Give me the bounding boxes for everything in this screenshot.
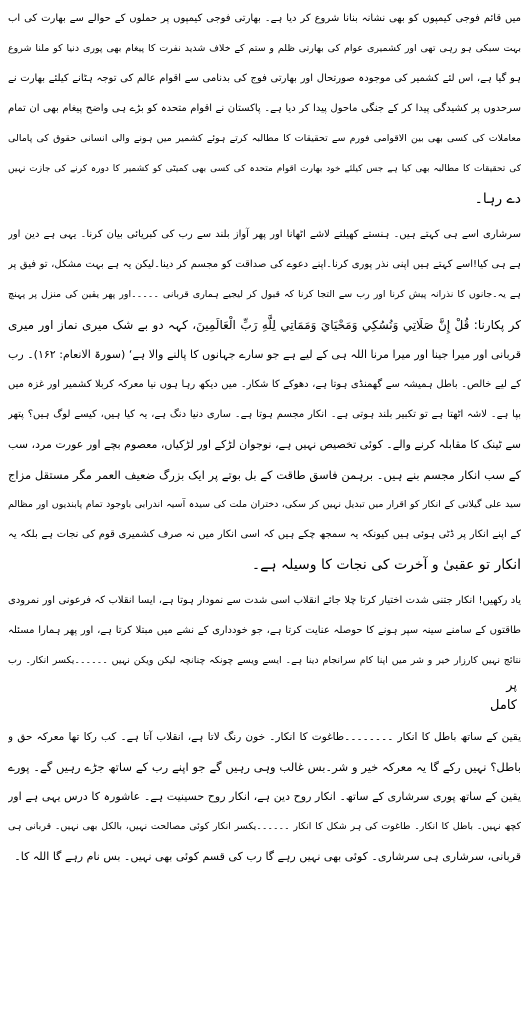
text-line: کے اپنے انکار پر ڈٹی ہوئی ہیں کیونکہ یہ سمجھ چکے ہیں کہ اسی انکار میں نہ صرف کشمیری قوم کی نجات ہے بلکہ یہ [8, 529, 521, 540]
text-line: کے لیے خالص۔ باطل ہمیشہ سے گھمنڈی ہوتا ہے، دھوکے کا شکار۔ میں دیکھ رہا ہوں نیا معرکہ کربلا کشمیر اور غزہ میں [8, 379, 521, 390]
text-line: ہو گیا ہے، اس لئے کشمیر کی موجودہ صورتحال اور بھارتی فوج کی بدنامی سے اقوام عالم کی توجہ ہٹانے کیلئے بھارت نے [8, 73, 521, 84]
text-line: دے رہا۔ [474, 191, 521, 207]
text-line: کی تحقیقات کا مطالبہ بھی کیا ہے جس کیلئے خود بھارت اقوام متحدہ کی کسی بھی کمیٹی کو کشمیر کا دورہ کرنے کی جازت نہیں [8, 164, 521, 174]
text-line: انکار تو عقبیٰ و آخرت کی نجات کا وسیلہ ہے۔ [251, 557, 521, 573]
text-line: ہے یہ۔جانوں کا نذرانہ پیش کرنا اور رب سے التجا کرنا کہ قبول کر لیجیے ہماری قربانی ۔۔۔۔۔اور پھر یقین کی منزل پر پہنچ [8, 289, 521, 300]
text-line: کچھ نہیں۔ باطل کا انکار۔ طاغوت کی ہر شکل کا انکار ۔۔۔۔۔۔یکسر انکار کوئی مصالحت نہیں، بالکل بھی نہیں۔ قربانی ہی [8, 821, 521, 832]
text-line: بہت سبکی ہو رہی تھی اور کشمیری عوام کی بھارتی ظلم و ستم کے خلاف شدید نفرت کا پیغام بھی پوری دنیا کو ملنا شروع [8, 43, 521, 54]
paragraph-3 [8, 586, 521, 716]
paragraph-4 [8, 722, 521, 872]
text-line: ہے ہی کیا!اسے کہتے ہیں اپنی نذر پوری کرنا۔اپنے دعوے کی صداقت کو مجسم کر دینا۔لیکن یہ ہے بہت مشکل، تو فیق پر [8, 259, 521, 270]
continuation-word: کامل [490, 698, 517, 713]
continuation-word: پر [506, 678, 517, 693]
text-line: طاقتوں کے سامنے سینہ سپر ہونے کا حوصلہ عنایت کرتا ہے، جو خودداری کے نشے میں مبتلا کرتا ہے، اور پھر ہمارا مسئلہ [8, 625, 521, 636]
text-line: نتائج نہیں کارزار خیر و شر میں اپنا کام سرانجام دینا ہے۔ ایسے ویسے چونکہ چنانچہ لیکن ویکن نہیں ۔۔۔۔۔۔یکسر انکار۔ رب [8, 655, 521, 666]
paragraph-2 [8, 220, 521, 580]
text-line: میں قائم فوجی کیمپوں کو بھی نشانہ بنانا شروع کر دیا ہے۔ بھارتی فوجی کیمپوں پر حملوں کے حوالے سے بھارت کی اب [8, 13, 521, 24]
paragraph-1 [8, 4, 521, 214]
text-line: باطل؟ نہیں رکے گا یہ معرکہ خیر و شر۔بس غالب وہی رہیں گے جو اپنے رب کے ساتھ جڑے رہیں گے۔ پورے [8, 760, 521, 774]
text-line: سے ٹینک کا مقابلہ کرنے والے۔ کوئی تخصیص نہیں ہے، نوجوان لڑکے اور لڑکیاں، معصوم بچے اور عورت مرد، سب [8, 438, 521, 451]
text-line: قربانی اور میرا جینا اور میرا مرنا اللہ ہی کے لیے ہے جو سارے جہانوں کا پالنے والا ہے‘ (سورۃ الانعام: ۱۶۲)۔ رب [8, 348, 521, 361]
text-line: یقین کے ساتھ باطل کا انکار ۔۔۔۔۔۔۔۔طاغوت کا انکار۔ خون رنگ لاتا ہے، انقلاب آتا ہے۔ کب رکا تھا معرکہ حق و [8, 731, 521, 743]
text-line: کے سب انکار مجسم بنے ہیں۔ برہمن فاسق طاقت کے بل بوتے پر ایک بزرگ ضعیف العمر مگر مستقل مزاج [8, 468, 521, 482]
text-line: یقین کے ساتھ پوری سرشاری کے ساتھ۔ انکار روح دین ہے، انکار روح حسینیت ہے۔ عاشورہ کا درس یہی ہے اور [8, 790, 521, 803]
text-line: معاملات کی کسی بھی بین الاقوامی فورم سے تحقیقات کا مطالبہ کرتے ہوئے کشمیر میں ہونے والی انسانی حقوق کی پامالی [8, 133, 521, 144]
text-line: بپا ہے۔ لاشہ اٹھتا ہے تو تکبیر بلند ہوتی ہے۔ انکار مجسم ہوتا ہے۔ ساری دنیا دنگ ہے، یہ کیا ہیں، کیسے لوگ ہیں؟ پتھر [8, 409, 521, 420]
text-line: قربانی، سرشاری ہی سرشاری۔ کوئی بھی نہیں رہے گا رب کی قسم کوئی بھی نہیں۔ بس نام رہے گا اللہ کا۔ [14, 850, 521, 863]
text-line: سرشاری اسے ہی کہتے ہیں۔ ہنستے کھیلتے لاشے اٹھانا اور پھر آواز بلند سے رب کی کبریائی بیان کرنا۔ یہی ہے دین اور [8, 229, 521, 240]
text-line: یاد رکھیں! انکار جتنی شدت اختیار کرتا چلا جائے انقلاب اسی شدت سے نمودار ہوتا ہے، ایسا انقلاب کہ فرعونی اور نمرودی [8, 595, 521, 606]
text-line: کر پکارنا: قُلْ إِنَّ صَلَاتِي وَنُسُكِي وَمَحْيَايَ وَمَمَاتِي لِلَّهِ رَبِّ الْعَالَمِينَ، کہہ دو بے شک میری نماز اور میری [8, 318, 521, 332]
text-line: سید علی گیلانی کے انکار کو اقرار میں تبدیل نہیں کر سکی، دختران ملت کی سیدہ آسیہ اندرابی باوجود تمام پابندیوں اور مظالم [8, 499, 521, 510]
text-line: سرحدوں پر کشیدگی پیدا کر کے جنگی ماحول پیدا کر دیا ہے۔ پاکستان نے اقوام متحدہ کو بڑے ہی واضح پیغام بھی ان تمام [8, 103, 521, 114]
